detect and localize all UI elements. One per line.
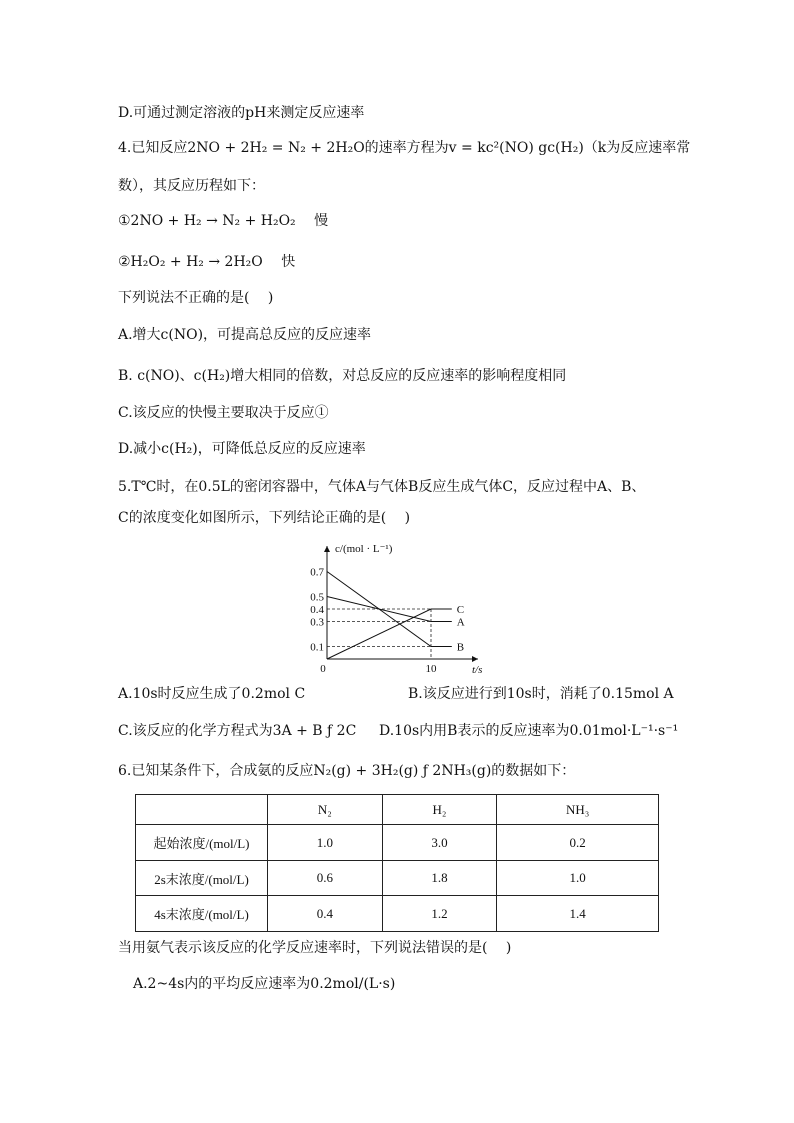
table-cell: 1.8 (382, 860, 497, 896)
table-header-cell: N₂ (268, 795, 383, 825)
y-tick-label: 0.4 (310, 604, 324, 616)
table-row (136, 896, 659, 932)
table-row (136, 825, 659, 861)
x-axis-label: t/s (472, 664, 483, 674)
table-header-cell: NH₃ (497, 795, 659, 825)
table-row-label: 2s末浓度/(mol/L) (136, 860, 268, 896)
table-row-label: 4s末浓度/(mol/L) (136, 896, 268, 932)
table-row-label: 起始浓度/(mol/L) (136, 825, 268, 861)
q6-option-a: A.2~4s内的平均反应速率为0.2mol/(L·s) (133, 976, 396, 992)
table-cell: 0.2 (497, 825, 659, 861)
q5-stem-line1: 5.T℃时，在0.5L的密闭容器中，气体A与气体B反应生成气体C，反应过程中A、B、 (118, 479, 646, 495)
q6-question: 当用氨气表示该反应的化学反应速率时，下列说法错误的是( ) (118, 940, 512, 956)
table-header-cell: H₂ (382, 795, 497, 825)
q4-step1: ①2NO + H₂ → N₂ + H₂O₂ 慢 (118, 213, 329, 229)
table-cell: 1.2 (382, 896, 497, 932)
q5-option-b: B.该反应进行到10s时，消耗了0.15mol A (408, 686, 674, 702)
q4-question: 下列说法不正确的是( ) (118, 290, 274, 306)
x-tick-label: 0 (320, 663, 326, 674)
concentration-time-chart (300, 538, 490, 674)
table-header-row (136, 795, 659, 825)
table-row (136, 860, 659, 896)
q4-option-d: D.减小c(H₂)，可降低总反应的反应速率 (118, 441, 366, 457)
q4-stem-line1: 4.已知反应2NO + 2H₂ = N₂ + 2H₂O的速率方程为v = kc²(NO) gc(H₂)（k为反应速率常 (118, 140, 691, 156)
q4-option-b: B. c(NO)、c(H₂)增大相同的倍数，对总反应的反应速率的影响程度相同 (118, 368, 567, 384)
y-tick-label: 0.1 (310, 641, 324, 654)
y-tick-label: 0.3 (310, 616, 324, 629)
y-tick-label: 0.7 (310, 566, 324, 579)
q5-option-a: A.10s时反应生成了0.2mol C (118, 686, 306, 702)
table-cell: 3.0 (382, 825, 497, 861)
table-header-cell (136, 795, 268, 825)
table-cell: 0.4 (268, 896, 383, 932)
q4-stem-line2: 数），其反应历程如下： (118, 178, 265, 194)
table-cell: 1.4 (497, 896, 659, 932)
q6-stem: 6.已知某条件下，合成氨的反应N₂(g) + 3H₂(g) ƒ 2NH₃(g)的数据如下： (118, 763, 576, 779)
q5-option-c: C.该反应的化学方程式为3A + B ƒ 2C (118, 723, 357, 739)
q4-step2: ②H₂O₂ + H₂ → 2H₂O 快 (118, 254, 296, 270)
x-tick-label: 10 (425, 663, 437, 674)
q4-option-c: C.该反应的快慢主要取决于反应① (118, 405, 329, 421)
table-cell: 1.0 (497, 860, 659, 896)
table-cell: 1.0 (268, 825, 383, 861)
q5-stem-line2: C的浓度变化如图所示，下列结论正确的是( ) (118, 510, 411, 526)
ammonia-data-table (135, 794, 659, 932)
x-axis-arrow (472, 656, 478, 662)
y-axis-label: c/(mol · L⁻¹) (335, 543, 393, 555)
q4-option-a: A.增大c(NO)，可提高总反应的反应速率 (118, 327, 372, 343)
table-cell: 0.6 (268, 860, 383, 896)
series-label-c: C (456, 604, 465, 616)
q3-option-d: D.可通过测定溶液的pH来测定反应速率 (118, 105, 365, 121)
series-label-b: B (456, 641, 465, 654)
q5-option-d: D.10s内用B表示的反应速率为0.01mol·L⁻¹·s⁻¹ (379, 723, 679, 739)
y-tick-label: 0.5 (310, 591, 324, 604)
series-label-a: A (456, 616, 465, 629)
y-axis-arrow (324, 546, 330, 552)
